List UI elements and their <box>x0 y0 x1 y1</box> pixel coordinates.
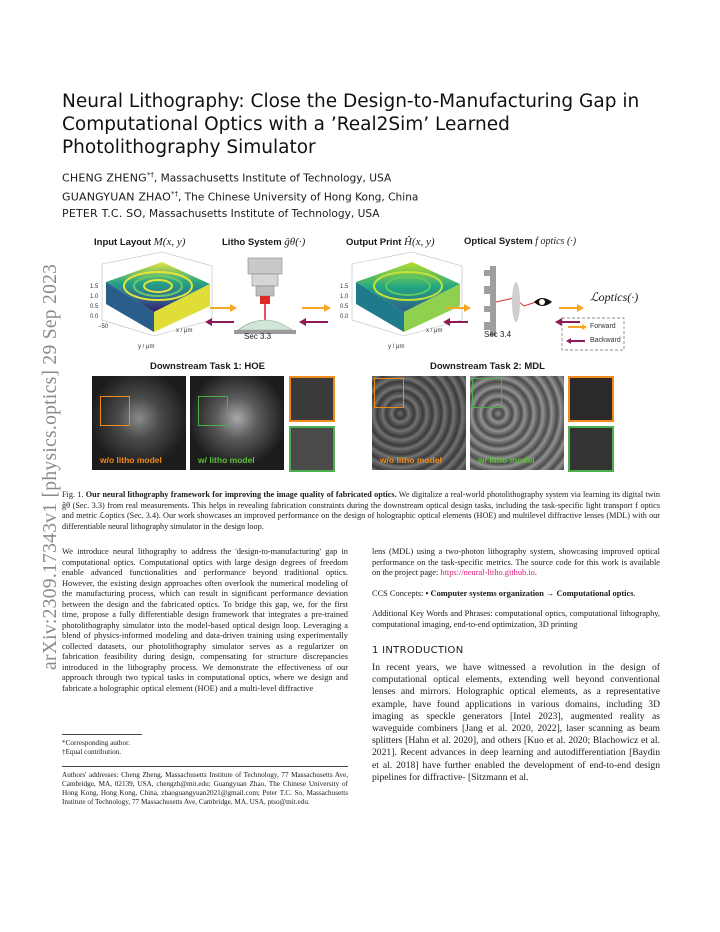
caption-label: Fig. 1. <box>62 490 84 499</box>
hoe-w-tag: w/ litho model <box>198 455 255 465</box>
y-axis-label: y / μm <box>388 344 405 350</box>
author-marks: *† <box>170 190 178 199</box>
figure-caption <box>62 490 660 532</box>
x-axis-label: x / μm <box>426 328 443 334</box>
litho-system-icon <box>234 258 296 334</box>
author-affil: , Massachusetts Institute of Technology, USA <box>153 172 392 185</box>
output-print-label: Output Print Ĥ(x, y) <box>346 236 435 248</box>
z-tick: 1.0 <box>340 294 349 300</box>
sec-optics: Sec 3.4 <box>484 330 512 339</box>
mdl-wo-image <box>372 376 466 470</box>
figure-1 <box>62 228 660 478</box>
arxiv-stamp: arXiv:2309.17343v1 [physics.optics] 29 Sep 2023 <box>40 263 61 670</box>
section-heading: 1 INTRODUCTION <box>372 645 464 656</box>
author-affil: , Massachusetts Institute of Technology, USA <box>142 208 380 221</box>
legend-backward: Backward <box>590 337 621 344</box>
footnote: *Corresponding author. <box>62 739 130 747</box>
xy-tick: −50 <box>98 324 109 330</box>
mdl-w-tag: w/ litho model <box>478 455 535 465</box>
caption-bold: Our neural lithography framework for improving the image quality of fabricated optics. <box>85 490 397 499</box>
author-line <box>62 206 662 223</box>
z-tick: 0.5 <box>90 304 99 310</box>
hoe-wo-tag: w/o litho model <box>100 455 162 465</box>
author-addresses: Authors' addresses: Cheng Zheng, Massachusetts Institute of Technology, 77 Massachusetts Ave, Cambridge, MA, 02139, USA, chengzh@mit.edu; Guangyuan Zhao, The Chinese University of Hong Kong, Hong Kong, China, zhaoguangyuan2021@gmail.com; Peter T.C. So, Massachusetts Institute of Technology, 77 Massachusetts Ave, Cambridge, MA, USA, ptso@mit.edu. <box>62 771 348 806</box>
abstract-left <box>62 547 348 694</box>
z-tick: 1.5 <box>90 284 99 290</box>
author-list <box>62 168 662 223</box>
footnotes <box>62 739 348 757</box>
mdl-wo-zoom <box>568 376 614 422</box>
footnote: †Equal contribution. <box>62 748 122 756</box>
ccs-text: • Computer systems organization → Computational optics <box>425 588 634 598</box>
author-name: CHENG ZHENG <box>62 171 147 185</box>
abstract-right: lens (MDL) using a two-photon lithography system, showcasing improved optical performance on the task-specific metrics. The source code for this work is available on the project page: https://neural-litho.github.io. CCS Concepts: • Computer systems organization → Computational optics. Additional Key Words and Phrases: computational optics, computational lithography, computational imaging, end-to-end optimization, 3D printing <box>372 547 660 629</box>
intro-text: In recent years, we have witnessed a revolution in the design of computational optical elements, extending well beyond conventional lenses and mirrors. Holographic optical elements, as a representative example, have found applications in various domains, including 3D imaging as speckle generators [Intel 2023], augmented reality as waveguide combiners [Jang et al. 2020, 2022], laser scanning as beam splitters [Hahn et al. 2020], and others [Kuo et al. 2020; Blachowicz et al. 2021]. Recent advances in deep learning and autodifferentiation [Baydin et al. 2018] have further enabled the development of end-to-end design pipelines for diffractive- [Sitzmann et al. <box>372 662 660 783</box>
author-name: PETER T.C. SO <box>62 207 143 221</box>
litho-system-label: Litho System ĝθ(·) <box>222 236 306 248</box>
optical-system-label: Optical System f optics (·) <box>464 236 577 247</box>
mdl-w-zoom <box>568 426 614 472</box>
abstract-text: We introduce neural lithography to address the 'design-to-manufacturing' gap in computational optics. Computational optics with large design degrees of freedom enable advanced functionalities and performance beyond traditional optics. However, the existing design approaches often overlook the numerical modeling of the manufacturing process, which can result in significant performance deviation between the design and the fabricated optics. To bridge this gap, we, for the first time, propose a fully differentiable design framework that integrates a pre-trained photolithography simulator into the model-based optical design loop. Leveraging a blend of physics-informed modeling and data-driven training using experimentally collected datasets, our photolithography simulator serves as a regularizer on fabrication feasibility during design, compensating for structure discrepancies introduced in the lithography process. We demonstrate the effectiveness of our approach through two typical tasks in computational optics, where we design and fabricate a holographic optical element (HOE) and a multi-level diffractive <box>62 547 348 693</box>
loss-label: ℒoptics(·) <box>590 290 639 304</box>
input-layout-plot <box>102 252 212 336</box>
z-tick: 0.0 <box>340 314 349 320</box>
author-marks: *† <box>146 171 154 179</box>
mdl-w-image <box>470 376 564 470</box>
hoe-w-zoom <box>289 426 335 472</box>
z-tick: 1.5 <box>340 284 349 290</box>
optical-system-icon <box>484 266 552 336</box>
paper-title: Neural Lithography: Close the Design-to-Manufacturing Gap in Computational Optics with a ’Real2Sim’ Learned Photolithography Simulator <box>62 91 640 158</box>
sec-litho: Sec 3.3 <box>244 332 272 341</box>
author-name: GUANGYUAN ZHAO <box>62 190 171 204</box>
task1-label: Downstream Task 1: HOE <box>150 361 265 372</box>
hoe-wo-zoom <box>289 376 335 422</box>
author-line <box>62 168 662 187</box>
z-tick: 0.5 <box>340 304 349 310</box>
x-axis-label: x / μm <box>176 328 193 334</box>
caption-text: We digitalize a real-world photolithography system via learning its digital twin ĝθ (Sec. 3.3) from real measurements. This helps in revealing fabrication constraints during the downstream optical design tasks, including the task-specific light transport f optics and metric ℒoptics (Sec. 3.4). Our work showcases an improved performance on the design of holographic optical elements (HOE) and multilevel diffractive lenses (MDL) with our differentiable neural lithography simulator in the design loop. <box>62 490 661 531</box>
keywords: Additional Key Words and Phrases: computational optics, computational lithography, computational imaging, end-to-end optimization, 3D printing <box>372 609 660 629</box>
author-line <box>62 187 662 206</box>
footnote-rule <box>62 734 142 735</box>
input-layout-label: Input Layout M(x, y) <box>94 236 186 248</box>
task2-label: Downstream Task 2: MDL <box>430 361 545 372</box>
legend-forward: Forward <box>590 323 616 330</box>
mdl-wo-tag: w/o litho model <box>380 455 442 465</box>
project-link[interactable]: https://neural-litho.github.io <box>440 568 535 577</box>
z-tick: 1.0 <box>90 294 99 300</box>
abstract-continued: lens (MDL) using a two-photon lithography system, showcasing improved optical performance on the task-specific metrics. The source code for this work is available on the project page: <box>372 547 660 577</box>
y-axis-label: y / μm <box>138 344 155 350</box>
hoe-wo-image <box>92 376 186 470</box>
address-rule <box>62 766 348 767</box>
ccs-label: CCS Concepts: <box>372 588 426 598</box>
hoe-w-image <box>190 376 284 470</box>
author-affil: , The Chinese University of Hong Kong, China <box>177 191 419 204</box>
z-tick: 0.0 <box>90 314 99 320</box>
